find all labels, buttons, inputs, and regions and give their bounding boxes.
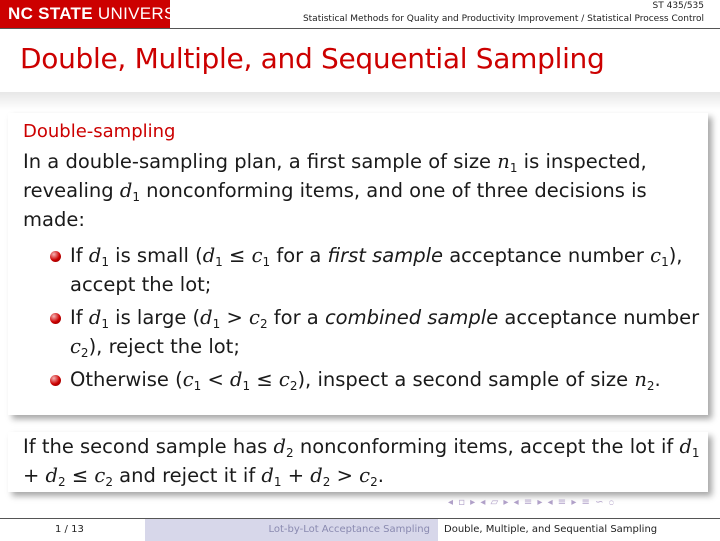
second-sample-block <box>8 432 708 492</box>
list-item: If $d_1$ is small ($d_1 \le c_1$ for a first sample acceptance number $c_1$), accept the lot; <box>23 241 703 299</box>
slide-title: Double, Multiple, and Sequential Sampling <box>20 42 605 75</box>
footer-section: Lot-by-Lot Acceptance Sampling <box>145 519 438 541</box>
header-divider <box>0 28 720 29</box>
block-title: Double-sampling <box>23 121 176 142</box>
list-item: Otherwise $(c_1 < d_1 \le c_2)$, inspect a second sample of size $n_2$. <box>23 365 703 394</box>
bullet-icon <box>50 251 61 262</box>
footer-subsection: Double, Multiple, and Sequential Sampling <box>438 519 720 541</box>
second-sample-paragraph: If the second sample has $d_2$ nonconforming items, accept the lot if $d_1 + d_2 \le c_2$ and reject it if $d_1 + d_2 > c_2$. <box>23 435 700 489</box>
navigation-symbols[interactable]: ◂ ▫ ▸ ◂ ▱ ▸ ◂ ≡ ▸ ◂ ≡ ▸ ≡ ∽ ೦ <box>448 497 616 508</box>
decision-list <box>23 241 703 398</box>
page-number: 1 / 13 <box>55 524 84 535</box>
logo-bold-text: NC STATE <box>8 4 93 23</box>
university-logo <box>0 0 203 28</box>
course-subtitle: Statistical Methods for Quality and Productivity Improvement / Statistical Process Control <box>302 14 704 24</box>
course-code: ST 435/535 <box>652 1 704 11</box>
list-item: If $d_1$ is large ($d_1 > c_2$ for a combined sample acceptance number $c_2$), reject the lot; <box>23 303 703 361</box>
double-sampling-block <box>8 113 708 415</box>
title-shadow <box>0 92 720 110</box>
footer-bar <box>0 518 720 541</box>
bullet-icon <box>50 313 61 324</box>
intro-paragraph: In a double-sampling plan, a first sample of size $n_1$ is inspected, revealing $d_1$ nonconforming items, and one of three decisions is made: <box>23 150 647 231</box>
logo-rest-text: UNIVERSITY <box>92 4 203 23</box>
header-bar <box>0 0 720 30</box>
footer-page-box <box>0 519 145 541</box>
bullet-icon <box>50 375 61 386</box>
